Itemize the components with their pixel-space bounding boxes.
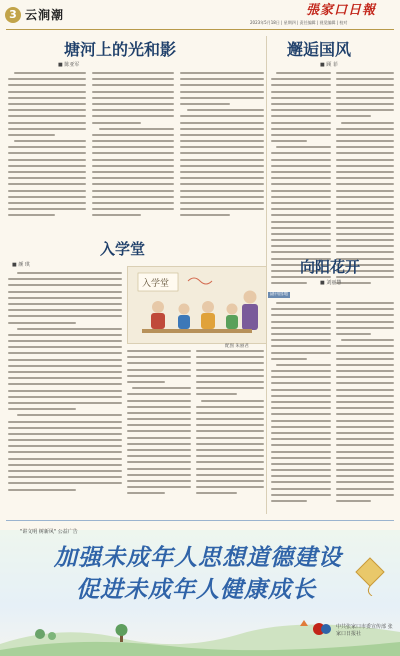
- byline-wind: ■ 顾 菲: [320, 62, 338, 68]
- article-body-wind-col2: [336, 72, 394, 289]
- column-tag: 副刊园地: [270, 292, 288, 297]
- byline-school: ■ 颜 琪: [12, 262, 30, 268]
- ad-headline-line1: 加强未成年人思想道德建设: [54, 544, 342, 571]
- article-body-school-col1: [8, 272, 122, 495]
- header-rule: [6, 29, 394, 30]
- section-title: 云涧潮: [25, 8, 65, 22]
- article-title-wind: 邂逅国风: [287, 40, 352, 59]
- ad-top-rule: [6, 520, 394, 521]
- article-body-lotus-col1: [8, 72, 86, 221]
- article-body-school-col2: [127, 350, 191, 499]
- page-header: [0, 0, 400, 32]
- article-body-lotus-col3: [180, 72, 264, 221]
- publisher-logo-icon: [312, 622, 332, 636]
- article-body-school-col3: [196, 350, 264, 499]
- article-body-sunflower-col2: [336, 302, 394, 506]
- kite-icon: [350, 556, 390, 596]
- ad-publisher: 中共张家口市委宣传部 张家口日报社: [336, 624, 393, 637]
- byline-lotus: ■ 陈亚军: [58, 62, 80, 68]
- article-body-wind-col1: [271, 72, 331, 289]
- article-body-sunflower-col1: [271, 302, 331, 506]
- issue-info: 2023年5月18日 | 星期四 | 责任编辑 | 视觉编辑 | 校对: [250, 20, 348, 25]
- byline-sunflower: ■ 刘丽慧: [320, 280, 342, 286]
- article-title-sunflower: 向阳花开: [300, 258, 361, 276]
- newspaper-logo: 張家口日報: [306, 3, 377, 18]
- ad-kicker: "讲文明 树新风" 公益广告: [20, 529, 78, 535]
- ad-headline-line2: 促进未成年人健康成长: [76, 576, 316, 603]
- page-number-badge: 3: [5, 7, 21, 23]
- article-title-school: 入学堂: [100, 240, 146, 258]
- article-body-lotus-col2: [92, 72, 174, 221]
- illustration-classroom: [127, 266, 267, 344]
- article-title-lotus: 塘河上的光和影: [64, 40, 177, 59]
- illustration-board-text: 入学堂: [142, 279, 170, 289]
- illustration-credit: 配图 朱丽君: [225, 344, 249, 349]
